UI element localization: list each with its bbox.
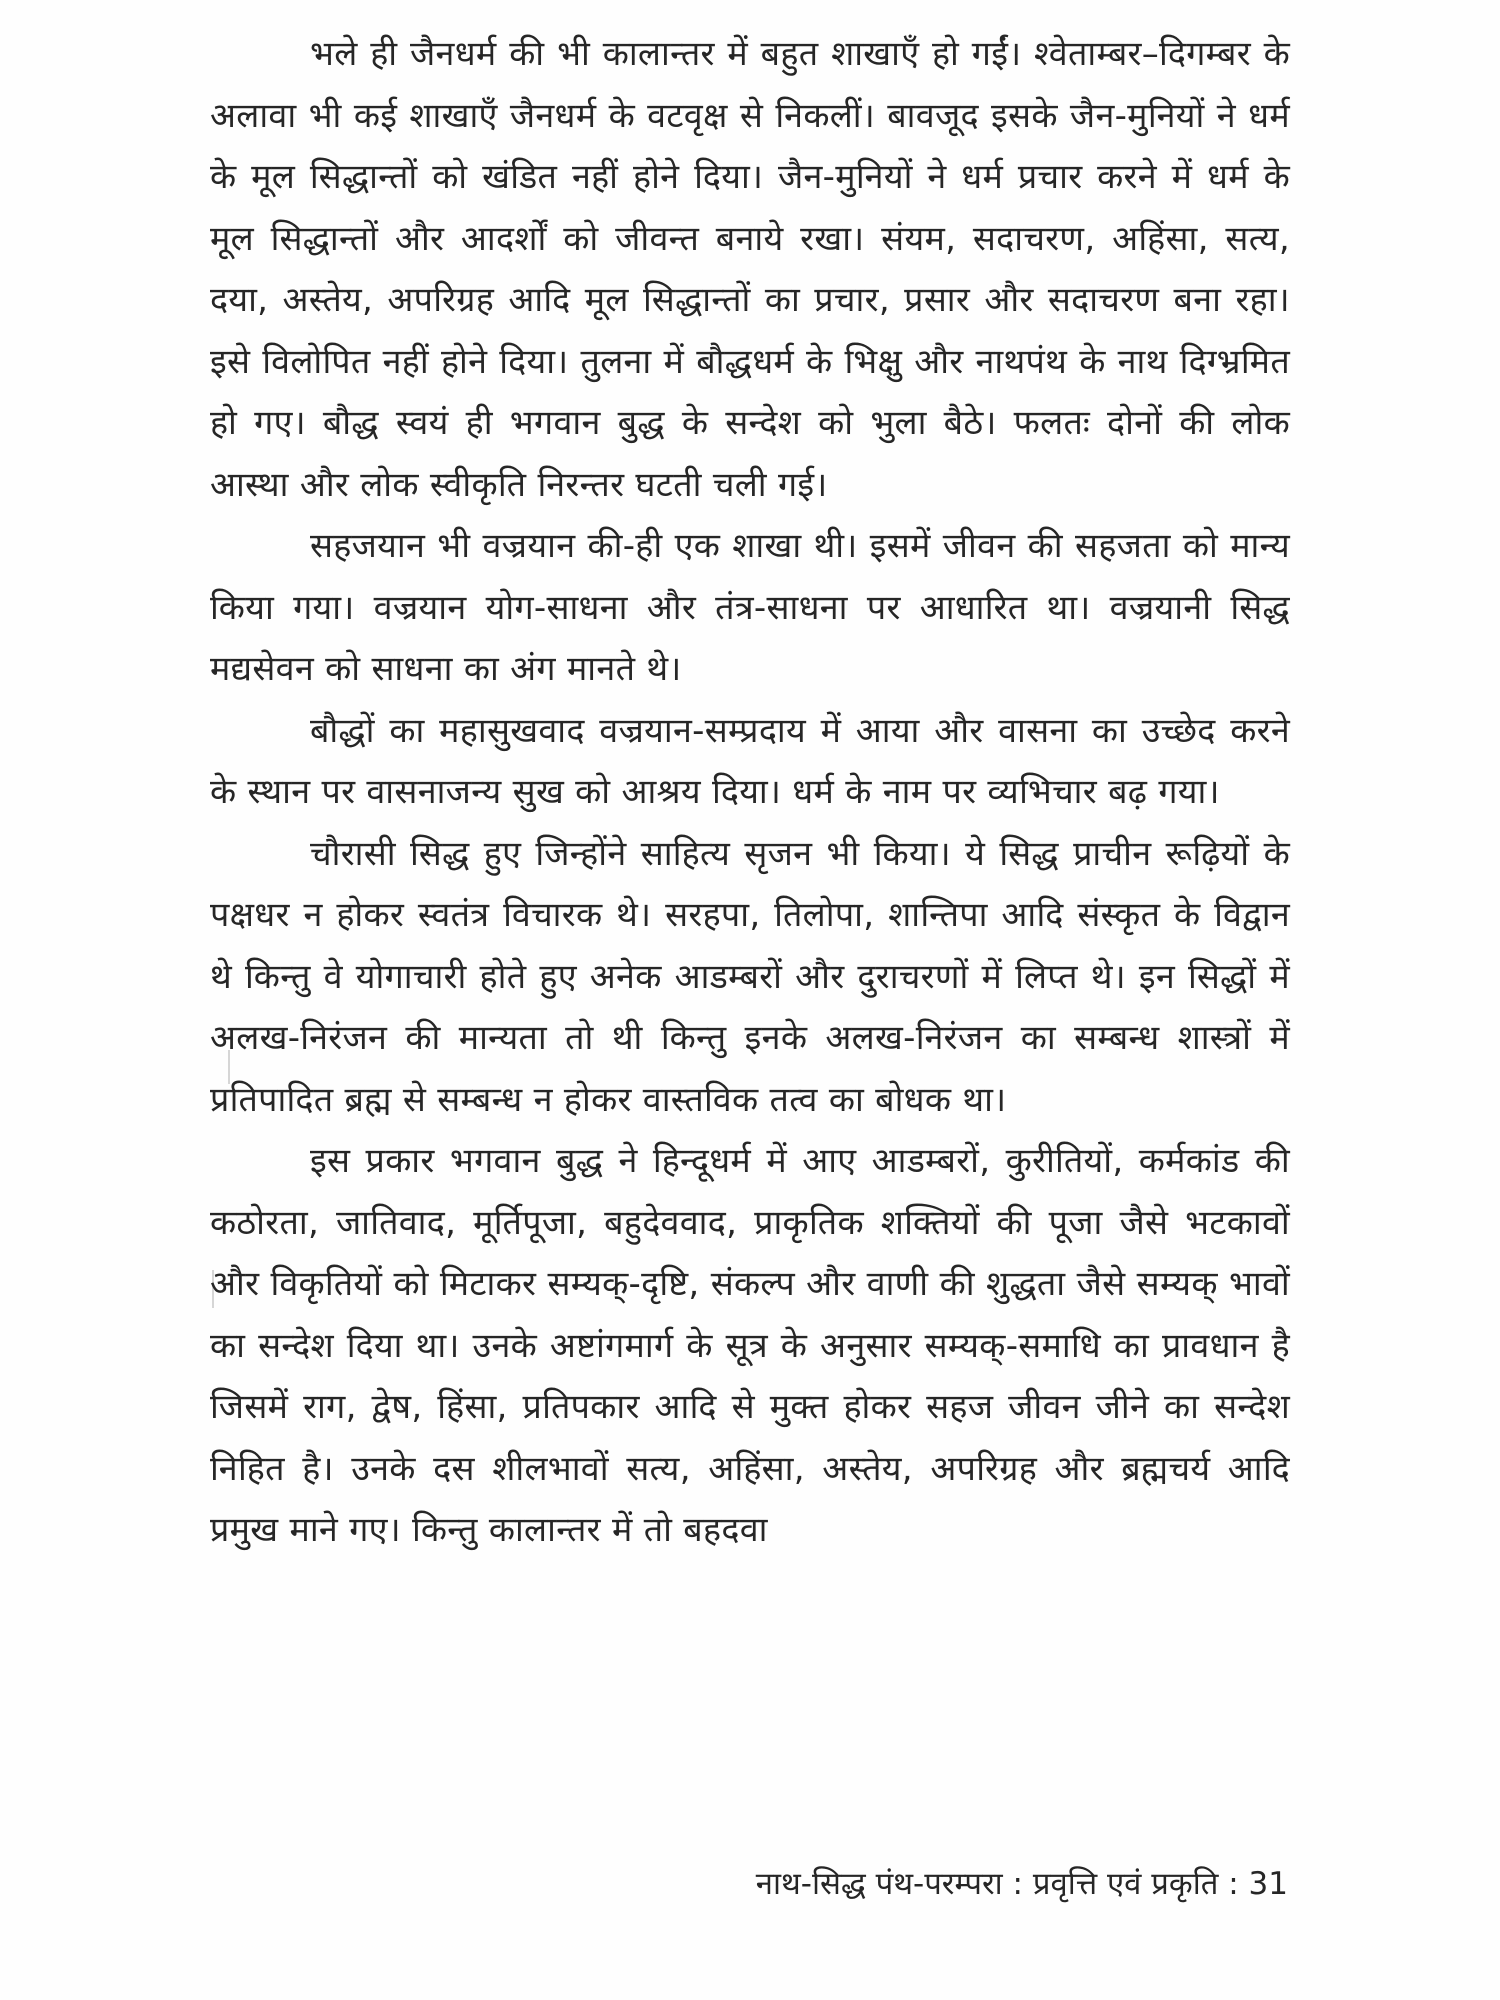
paragraph-sahajayana: सहजयान भी वज्रयान की-ही एक शाखा थी। इसमें जीवन की सहजता को मान्य किया गया। वज्रयान योग-साधना और तंत्र-साधना पर आधारित था। वज्रयानी सिद्ध मद्यसेवन को साधना का अंग मानते थे। — [210, 526, 1290, 689]
paragraph-buddha-teachings: इस प्रकार भगवान बुद्ध ने हिन्दूधर्म में आए आडम्बरों, कुरीतियों, कर्मकांड की कठोरता, जातिवाद, मूर्तिपूजा, बहुदेववाद, प्राकृतिक शक्तियों की पूजा जैसे भटकावों और विकृतियों को मिटाकर सम्यक्-दृष्टि, संकल्प और वाणी की शुद्धता जैसे सम्यक् भावों का सन्देश दिया था। उनके अष्टांगमार्ग के सूत्र के अनुसार सम्यक्-समाधि का प्रावधान है जिसमें राग, द्वेष, हिंसा, प्रतिपकार आदि से मुक्त होकर सहज जीवन जीने का सन्देश निहित है। उनके दस शीलभावों सत्य, अहिंसा, अस्तेय, अपरिग्रह और ब्रह्मचर्य आदि प्रमुख माने गए। किन्तु कालान्तर में तो बहदवा — [210, 1141, 1290, 1550]
paragraph-jainism-branches: भले ही जैनधर्म की भी कालान्तर में बहुत शाखाएँ हो गईं। श्वेताम्बर–दिगम्बर के अलावा भी कई शाखाएँ जैनधर्म के वटवृक्ष से निकलीं। बावजूद इसके जैन-मुनियों ने धर्म के मूल सिद्धान्तों को खंडित नहीं होने दिया। जैन-मुनियों ने धर्म प्रचार करने में धर्म के मूल सिद्धान्तों और आदर्शों को जीवन्त बनाये रखा। संयम, सदाचरण, अहिंसा, सत्य, दया, अस्तेय, अपरिग्रह आदि मूल सिद्धान्तों का प्रचार, प्रसार और सदाचरण बना रहा। इसे विलोपित नहीं होने दिया। तुलना में बौद्धधर्म के भिक्षु और नाथपंथ के नाथ दिग्भ्रमित हो गए। बौद्ध स्वयं ही भगवान बुद्ध के सन्देश को भुला बैठे। फलतः दोनों की लोक आस्था और लोक स्वीकृति निरन्तर घटती चली गई। — [210, 34, 1290, 505]
paragraph-mahasukhavada: बौद्धों का महासुखवाद वज्रयान-सम्प्रदाय में आया और वासना का उच्छेद करने के स्थान पर वासनाजन्य सुख को आश्रय दिया। धर्म के नाम पर व्यभिचार बढ़ गया। — [210, 710, 1290, 812]
page-body — [210, 24, 1290, 1562]
page-footer: नाथ-सिद्ध पंथ-परम्परा : प्रवृत्ति एवं प्रकृति : 31 — [755, 1866, 1288, 1902]
paragraph-eighty-four-siddhas: चौरासी सिद्ध हुए जिन्होंने साहित्य सृजन भी किया। ये सिद्ध प्राचीन रूढ़ियों के पक्षधर न होकर स्वतंत्र विचारक थे। सरहपा, तिलोपा, शान्तिपा आदि संस्कृत के विद्वान थे किन्तु वे योगाचारी होते हुए अनेक आडम्बरों और दुराचरणों में लिप्त थे। इन सिद्धों में अलख-निरंजन की मान्यता तो थी किन्तु इनके अलख-निरंजन का सम्बन्ध शास्त्रों में प्रतिपादित ब्रह्म से सम्बन्ध न होकर वास्तविक तत्व का बोधक था। — [210, 833, 1290, 1120]
